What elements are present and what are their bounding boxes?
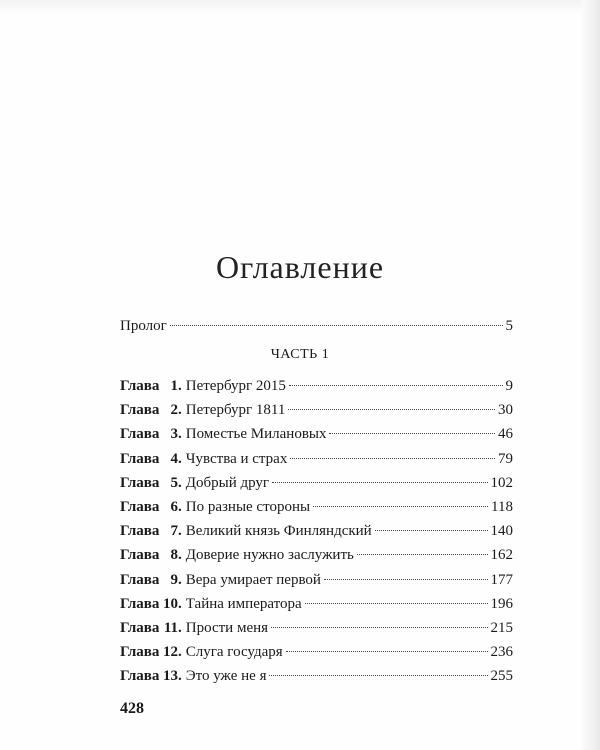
chapter-number: 12 (163, 644, 178, 661)
chapter-number: 3 (170, 426, 178, 443)
chapter-title: Доверие нужно заслужить (185, 547, 354, 564)
chapter-number: 2 (170, 402, 178, 419)
chapter-word: Глава (120, 547, 160, 564)
chapter-number: 13 (163, 668, 178, 685)
toc-entry-chapter: Глава 7 . Великий князь Финляндский 140 (120, 523, 513, 540)
chapter-page: 236 (490, 644, 513, 661)
chapter-page: 162 (490, 547, 513, 564)
dot-leader (272, 482, 487, 483)
dot-leader (357, 554, 488, 555)
chapter-number: 10 (163, 595, 178, 612)
dot-leader (329, 433, 495, 434)
chapter-title: Слуга государя (185, 644, 283, 661)
page-edge-shadow (582, 0, 600, 750)
toc-entry-chapter: Глава 4 . Чувства и страх 79 (120, 450, 513, 467)
page-number: 428 (120, 700, 144, 717)
chapter-page: 102 (490, 474, 513, 491)
toc-entry-chapter: Глава 5 . Добрый друг 102 (120, 474, 513, 491)
chapter-title: Добрый друг (185, 474, 270, 491)
chapter-number: 5 (170, 474, 178, 491)
dot-leader (269, 675, 487, 676)
dot-leader (286, 651, 488, 652)
prologue-page: 5 (505, 318, 513, 334)
part-heading: ЧАСТЬ 1 (270, 347, 330, 362)
chapter-word: Глава (120, 378, 160, 394)
chapter-word: Глава (120, 499, 160, 515)
toc-entry-prologue (120, 317, 513, 335)
chapter-title: Великий князь Финляндский (185, 523, 372, 540)
toc-entry-chapter: Глава 2 . Петербург 1811 30 (120, 402, 513, 419)
dot-leader (313, 506, 488, 507)
chapter-page: 9 (505, 378, 513, 394)
toc-entry-chapter: Глава 6 . По разные стороны 118 (120, 499, 513, 515)
dot-leader (375, 530, 488, 531)
toc-entry-chapter: Глава 8 . Доверие нужно заслужить 162 (120, 547, 513, 564)
chapter-number: 8 (170, 547, 178, 564)
toc-entry-chapter: Глава 13 . Это уже не я 255 (120, 668, 513, 685)
chapter-number: 1 (170, 378, 178, 394)
toc-entry-chapter: Глава 12 . Слуга государя 236 (120, 644, 513, 661)
chapter-title: Тайна императора (185, 595, 302, 612)
dot-leader (271, 627, 487, 628)
chapter-title: Чувства и страх (185, 450, 288, 467)
chapter-title: Петербург 1811 (185, 402, 286, 419)
toc-entry-chapter: Глава 10 . Тайна императора 196 (120, 595, 513, 612)
toc-entry-chapter: Глава 3 . Поместье Милановых 46 (120, 426, 513, 443)
chapter-page: 30 (498, 402, 513, 419)
chapter-page: 255 (490, 668, 513, 685)
chapter-number: 11 (163, 620, 178, 636)
chapter-word: Глава (120, 668, 160, 685)
toc-entry-chapter: Глава 1 . Петербург 2015 9 (120, 378, 513, 394)
chapter-title: По разные стороны (185, 499, 311, 515)
chapter-page: 196 (490, 595, 513, 612)
toc-entry-chapter: Глава 9 . Вера умирает первой 177 (120, 571, 513, 588)
chapter-word: Глава (120, 644, 160, 661)
chapter-page: 177 (490, 571, 513, 588)
dot-leader (170, 325, 503, 326)
chapter-number: 6 (170, 499, 178, 515)
chapter-title: Вера умирает первой (185, 571, 321, 588)
chapter-page: 46 (498, 426, 513, 443)
dot-leader (290, 458, 495, 459)
dot-leader (288, 409, 495, 410)
chapter-title: Петербург 2015 (185, 378, 286, 394)
chapter-page: 79 (498, 450, 513, 467)
chapter-page: 118 (491, 499, 513, 515)
chapter-word: Глава (120, 450, 160, 467)
chapter-word: Глава (120, 595, 160, 612)
chapter-word: Глава (120, 426, 160, 443)
chapter-number: 9 (170, 571, 178, 588)
chapter-word: Глава (120, 474, 160, 491)
dot-leader (289, 385, 503, 386)
page-top-shadow (0, 0, 600, 14)
toc-heading: Оглавление (215, 249, 385, 285)
chapter-title: Это уже не я (185, 668, 267, 685)
chapter-word: Глава (120, 571, 160, 588)
chapter-word: Глава (120, 620, 160, 636)
dot-leader (324, 579, 488, 580)
chapter-word: Глава (120, 523, 160, 540)
chapter-number: 4 (170, 450, 178, 467)
toc-entry-chapter: Глава 11 . Прости меня 215 (120, 620, 513, 636)
chapter-page: 140 (490, 523, 513, 540)
chapter-page: 215 (490, 620, 513, 636)
chapter-title: Прости меня (185, 620, 269, 636)
chapter-word: Глава (120, 402, 160, 419)
chapter-number: 7 (170, 523, 178, 540)
chapter-title: Поместье Милановых (185, 426, 327, 443)
prologue-label: Пролог (120, 318, 167, 334)
dot-leader (305, 603, 488, 604)
